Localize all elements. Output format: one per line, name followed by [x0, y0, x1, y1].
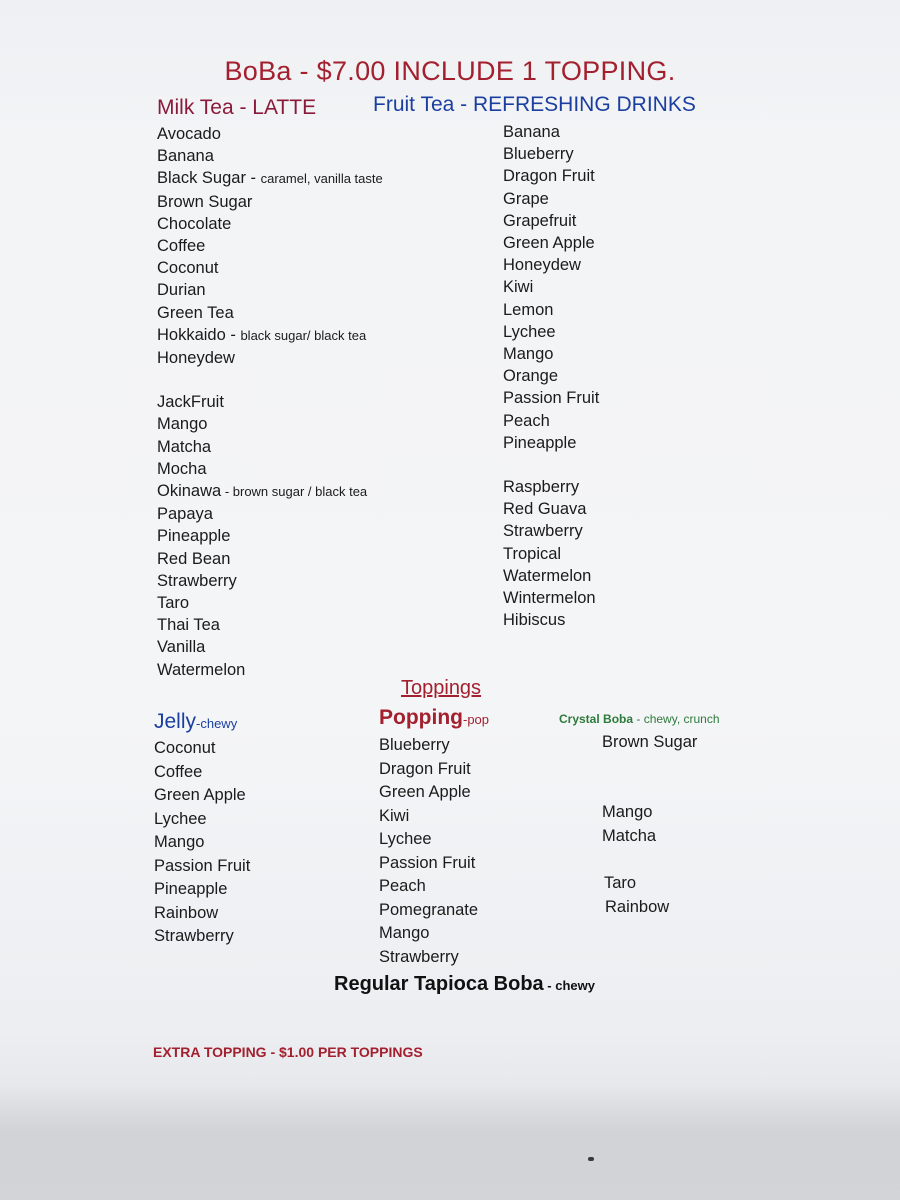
list-item: Papaya — [157, 505, 213, 524]
list-item: Green Tea — [157, 303, 234, 322]
list-item: Rainbow — [605, 898, 670, 916]
list-item: Red Guava — [503, 500, 587, 519]
popping-heading: Popping-pop — [379, 706, 490, 729]
list-item: Brown Sugar — [157, 192, 253, 211]
list-item: Green Apple — [379, 783, 471, 801]
list-item: Passion Fruit — [154, 856, 251, 875]
list-item: Mocha — [157, 459, 207, 478]
list-item: Lychee — [503, 322, 556, 341]
list-item: Wintermelon — [503, 589, 596, 608]
toppings-heading: Toppings — [401, 677, 482, 699]
list-item: Matcha — [602, 827, 657, 845]
list-item: Durian — [157, 281, 206, 300]
list-item: Brown Sugar — [602, 733, 698, 751]
list-item: Black Sugar - caramel, vanilla taste — [157, 169, 383, 188]
list-item: Mango — [157, 415, 208, 434]
list-item: Avocado — [157, 125, 221, 143]
jelly-heading: Jelly-chewy — [154, 710, 238, 733]
fruit-tea-list — [503, 121, 599, 631]
list-item: Matcha — [157, 437, 212, 456]
fruit-tea-heading: Fruit Tea - REFRESHING DRINKS — [373, 93, 696, 116]
jelly-note: -chewy — [196, 716, 238, 731]
item-note: - brown sugar / black tea — [221, 484, 368, 500]
list-item: Thai Tea — [157, 616, 220, 635]
list-item: Blueberry — [379, 736, 450, 754]
list-item: Pineapple — [157, 527, 231, 546]
list-item: Red Bean — [157, 549, 231, 568]
list-item: Passion Fruit — [379, 853, 476, 872]
list-item: Pineapple — [154, 880, 228, 898]
list-item: Dragon Fruit — [379, 759, 471, 778]
list-item: Strawberry — [157, 571, 237, 590]
list-item: Honeydew — [503, 256, 581, 275]
list-item: Mango — [154, 833, 205, 851]
list-item: Coconut — [154, 739, 216, 757]
jelly-list — [154, 737, 250, 949]
list-item: Strawberry — [379, 947, 459, 966]
list-item: Lychee — [379, 830, 432, 848]
list-item: Raspberry — [503, 478, 580, 497]
list-item: Grapefruit — [503, 211, 577, 230]
list-item: Banana — [157, 147, 214, 166]
item-note: black sugar/ black tea — [240, 327, 367, 343]
list-item: Lychee — [154, 809, 207, 828]
list-item: Peach — [503, 411, 550, 430]
item-note: caramel, vanilla taste — [260, 171, 383, 187]
crystal-note: - chewy, crunch — [633, 712, 720, 726]
list-item: Mango — [379, 924, 430, 942]
milk-tea-heading: Milk Tea - LATTE — [157, 96, 317, 119]
list-item: Pomegranate — [379, 900, 479, 919]
list-item: Chocolate — [157, 214, 232, 233]
popping-list — [379, 734, 478, 969]
list-item: Strawberry — [154, 927, 234, 945]
list-item: Hokkaido - black sugar/ black tea — [157, 325, 367, 344]
list-item: Banana — [503, 123, 560, 141]
list-item: Taro — [604, 874, 637, 892]
list-item: Passion Fruit — [503, 389, 600, 408]
list-item: Coconut — [157, 259, 219, 278]
list-item: Orange — [503, 367, 559, 386]
crystal-boba-heading: Crystal Boba - chewy, crunch — [559, 712, 720, 726]
list-item: Watermelon — [157, 660, 246, 679]
list-item: Grape — [503, 189, 549, 208]
popping-note: -pop — [462, 712, 490, 727]
list-item: Green Apple — [154, 786, 246, 804]
list-item: Okinawa - brown sugar / black tea — [157, 482, 368, 501]
list-item: Taro — [157, 594, 190, 613]
menu-title: BoBa - $7.00 INCLUDE 1 TOPPING. — [224, 56, 676, 86]
extra-topping-price: EXTRA TOPPING - $1.00 PER TOPPINGS — [153, 1044, 423, 1060]
list-item: Kiwi — [379, 806, 410, 825]
list-item: Mango — [602, 803, 653, 821]
list-item: Strawberry — [503, 522, 583, 541]
list-item: Mango — [503, 345, 554, 364]
milk-tea-list — [157, 123, 383, 681]
list-item: Coffee — [154, 762, 203, 781]
regular-tapioca-boba: Regular Tapioca Boba - chewy — [334, 973, 595, 995]
regular-note: - chewy — [543, 978, 595, 993]
list-item: JackFruit — [157, 393, 224, 412]
list-item: Hibiscus — [503, 611, 566, 630]
list-item: Watermelon — [503, 566, 592, 585]
list-item: Blueberry — [503, 145, 574, 164]
list-item: Dragon Fruit — [503, 167, 595, 186]
list-item: Rainbow — [154, 903, 219, 922]
list-item: Kiwi — [503, 278, 534, 297]
list-item: Tropical — [503, 544, 562, 563]
list-item: Pineapple — [503, 433, 577, 452]
list-item: Lemon — [503, 300, 554, 319]
list-item: Green Apple — [503, 234, 595, 253]
list-item: Honeydew — [157, 349, 235, 368]
list-item: Vanilla — [157, 638, 206, 657]
list-item: Coffee — [157, 237, 206, 256]
paper-shadow — [0, 1085, 900, 1200]
list-item: Peach — [379, 877, 426, 895]
paper-speck — [588, 1157, 594, 1161]
